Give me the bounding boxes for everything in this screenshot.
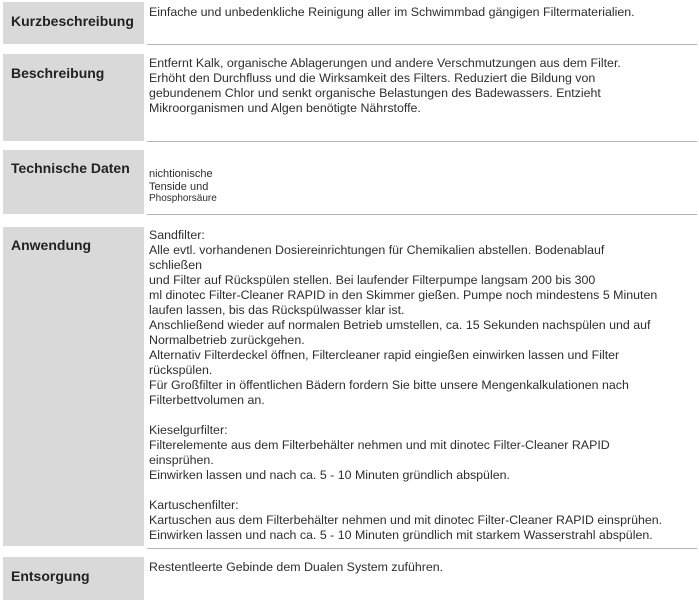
- text-line: Kartuschenfilter:: [149, 498, 239, 512]
- text-line: Entfernt Kalk, organische Ablagerungen und andere Verschmutzungen aus dem Filter.: [149, 56, 621, 70]
- text-line: Sandfilter:: [149, 228, 205, 242]
- section-divider: [147, 214, 697, 215]
- section-content-anwendung: [149, 228, 697, 543]
- text-line: Für Großfilter in öffentlichen Bädern fordern Sie bitte unsere Mengenkalkulationen nach: [149, 378, 629, 392]
- text-line: und Filter auf Rückspülen stellen. Bei laufender Filterpumpe langsam 200 bis 300: [149, 273, 596, 287]
- section-content-entsorgung: [149, 560, 697, 575]
- text-line: [149, 408, 697, 423]
- text-line: Alle evtl. vorhandenen Dosiereinrichtungen für Chemikalien abstellen. Bodenablauf: [149, 243, 605, 257]
- text-line: [149, 483, 697, 498]
- section-label-kurzbeschreibung: Kurzbeschreibung: [3, 2, 144, 44]
- section-divider: [147, 141, 697, 142]
- section-content-beschreibung: [149, 56, 697, 116]
- text-line: nichtionische: [149, 168, 213, 180]
- section-divider: [147, 548, 697, 549]
- text-line: gebundenem Chlor und senkt organische Belastungen des Badewassers. Entzieht: [149, 86, 601, 100]
- text-line: Mikroorganismen und Algen benötigte Nährstoffe.: [149, 101, 421, 115]
- text-line: Einwirken lassen und nach ca. 5 - 10 Minuten gründlich mit starkem Wasserstrahl abspülen.: [149, 528, 653, 542]
- text-line: einsprühen.: [149, 453, 214, 467]
- text-line: Filterelemente aus dem Filterbehälter nehmen und mit dinotec Filter-Cleaner RAPID: [149, 438, 610, 452]
- text-line: Restentleerte Gebinde dem Dualen System zuführen.: [149, 560, 444, 574]
- text-line: Filterbettvolumen an.: [149, 393, 265, 407]
- text-line: Einfache und unbedenkliche Reinigung aller im Schwimmbad gängigen Filtermaterialien.: [149, 5, 635, 19]
- text-line: ml dinotec Filter-Cleaner RAPID in den Skimmer gießen. Pumpe noch mindestens 5 Minuten: [149, 288, 658, 302]
- section-label-entsorgung: Entsorgung: [3, 557, 144, 600]
- section-label-technische-daten: Technische Daten: [3, 150, 144, 214]
- section-label-beschreibung: Beschreibung: [3, 54, 144, 141]
- section-content-technische-daten: [149, 168, 697, 206]
- section-divider: [147, 44, 697, 45]
- section-label-anwendung: Anwendung: [3, 227, 144, 546]
- text-line: Anschließend wieder auf normalen Betrieb umstellen, ca. 15 Sekunden nachspülen und auf: [149, 318, 651, 332]
- text-line: rückspülen.: [149, 363, 213, 377]
- text-line: schließen: [149, 258, 203, 272]
- text-line: Alternativ Filterdeckel öffnen, Filtercleaner rapid eingießen einwirken lassen und Filter: [149, 348, 620, 362]
- text-line: laufen lassen, bis das Rückspülwasser klar ist.: [149, 303, 405, 317]
- text-line: Kartuschen aus dem Filterbehälter nehmen und mit dinotec Filter-Cleaner RAPID einsprühen.: [149, 513, 663, 527]
- text-line: Tenside und: [149, 180, 209, 193]
- text-line: Kieselgurfilter:: [149, 423, 228, 437]
- text-line: Normalbetrieb zurückgehen.: [149, 333, 305, 347]
- text-line: Einwirken lassen und nach ca. 5 - 10 Minuten gründlich abspülen.: [149, 468, 510, 482]
- section-content-kurzbeschreibung: [149, 5, 697, 20]
- text-line: Erhöht den Durchfluss und die Wirksamkeit des Filters. Reduziert die Bildung von: [149, 71, 596, 85]
- text-line: Phosphorsäure: [149, 193, 217, 204]
